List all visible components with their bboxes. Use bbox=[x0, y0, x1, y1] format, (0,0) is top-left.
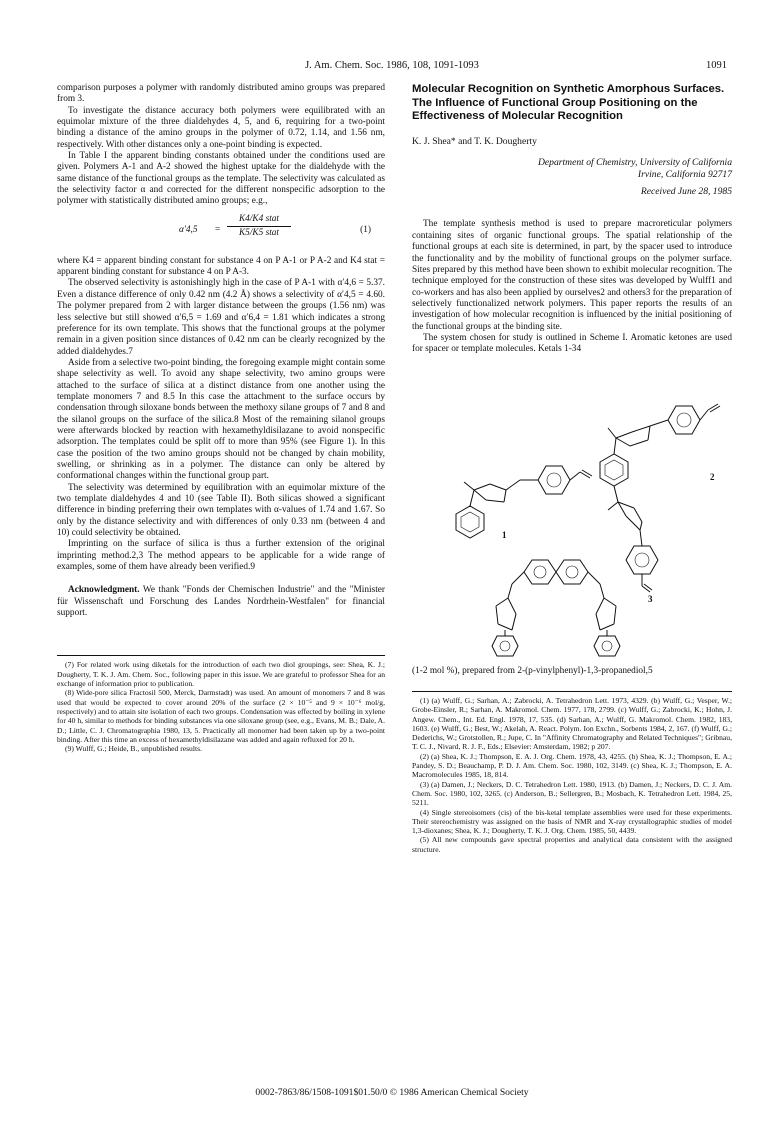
equation-number: (1) bbox=[360, 224, 371, 235]
affiliation-line-1: Department of Chemistry, University of California bbox=[538, 157, 732, 169]
paragraph: In Table I the apparent binding constants obtained under the conditions used are given. Polymers A-1 and A-2 showed the highest uptake for the dialdehyde with the same distance of the functional groups as the template. The selectivity was calculated as the selectivity factor α and corrected for the different nonspecific adsorption to the polymer with statistically distributed amino groups; e.g., bbox=[57, 151, 385, 207]
equation-lhs: α′4,5 bbox=[179, 224, 198, 235]
acknowledgment-title: Acknowledgment. bbox=[68, 585, 140, 596]
structure-2 bbox=[600, 404, 720, 592]
footnote-divider bbox=[57, 655, 385, 656]
running-header: J. Am. Chem. Soc. 1986, 108, 1091-1093 bbox=[305, 60, 479, 71]
footnotes bbox=[57, 660, 385, 753]
reference-2: (2) (a) Shea, K. J.; Thompson, E. A. J. Org. Chem. 1978, 43, 4255. (b) Shea, K. J.; Thompson, E. A.; Pandey, S. D.; Beauchamp, P. D. J. Am. Chem. Soc. 1980, 102, 3149. (c) Shea, K. J.; Thompson, E. A. Macromolecules 1985, 18, 814. bbox=[412, 751, 732, 780]
acknowledgment bbox=[57, 585, 385, 619]
scheme-structures bbox=[412, 362, 732, 662]
equation-equals: = bbox=[215, 224, 221, 235]
article-title: Molecular Recognition on Synthetic Amorphous Surfaces. The Influence of Functional Group Positioning on the Effectiveness of Molecular Recognition bbox=[412, 83, 725, 123]
equation-denominator: K5/K5 stat bbox=[238, 228, 280, 239]
structure-3 bbox=[492, 560, 620, 656]
footnote-7: (7) For related work using diketals for the introduction of each two diol groupings, see: Shea, K. J.; Dougherty, T. K. J. Am. Chem. Soc., following paper in this issue. We are grateful to professor Shea for an exchange of information prior to publication. bbox=[57, 660, 385, 689]
paragraph: To investigate the distance accuracy both polymers were equilibrated with an equimolar mixture of the three dialdehydes 4, 5, and 6, requiring for a two-point binding a distance of the amino groups in the polymer of 0.72, 1.14, and 1.56 nm, respectively. With other distances only a one-point binding is expected. bbox=[57, 105, 385, 150]
paragraph: where K4 = apparent binding constant for substance 4 on P A-1 or P A-2 and K4 stat = apparent binding constant for substance 4 on P A-3. bbox=[57, 255, 385, 278]
received-date: Received June 28, 1985 bbox=[640, 186, 732, 198]
chemical-structures-drawing bbox=[412, 362, 732, 662]
references bbox=[412, 696, 732, 854]
compound-label-2: 2 bbox=[710, 471, 715, 482]
equation-1 bbox=[57, 212, 385, 252]
paragraph: The observed selectivity is astonishingly high in the case of P A-1 with α′4,6 = 5.37. Even a distance difference of only 0.42 nm (4.2 Å) shows a selectivity of α′4,5 = 4.60. The polymer prepared from 2 with larger distance between the groups (1.56 nm) was less selective but still showed α′6,5 = 1.69 and α′6,4 = 1.81 which indicates a strong preference for its own template. This shows that the functional groups at the polymer remain in a given position since distances of 0.42 nm can be clearly recognized by the added dialdehydes.7 bbox=[57, 278, 385, 357]
equation-fraction bbox=[227, 214, 291, 240]
page-footer: 0002-7863/86/1508-1091$01.50/0 © 1986 American Chemical Society bbox=[255, 1087, 529, 1098]
reference-3: (3) (a) Damen, J.; Neckers, D. C. Tetrahedron Lett. 1980, 1913. (b) Damen, J.; Neckers, D. C. J. Am. Chem. Soc. 1980, 102, 3265. (c) Anderson, B.; Sellergren, B.; Mosbach, K. Tetrahedron Lett. 1984, 25, 5211. bbox=[412, 779, 732, 808]
left-column bbox=[57, 83, 385, 753]
paragraph: The template synthesis method is used to prepare macroreticular polymers containing sites of organic functional groups. The spatial relationship of the functional groups at each site is determined, in part, by the spacer used to introduce the functionality and by the mobility of functional groups on the polymer surface. Sites prepared by this method have been shown to exhibit molecular recognition. The technique employed for the construction of these sites was developed by Wulff1 and co-workers and has also been applied by ourselves2 and others3 for the preparation of selectively functionalized network polymers. This paper reports the results of an investigation of how molecular recognition is influenced by the initial positioning of the functional groups at the binding site. bbox=[412, 219, 732, 332]
footnote-8: (8) Wide-pore silica Fractosil 500, Merck, Darmstadt) was used. An amount of monomers 7 and 8 was used that would be expected to cover around 20% of the surface (2 × 10⁻⁵ and 9 × 10⁻⁶ mol/g, respectively) and to attain site isolation of each two groups. Condensation was effected by boiling in xylene for 40 h, similar to methods for binding substances via one siloxane group (see, e.g., Evans, M. B.; Dale, A. D.; Little, C. J. Chromatographia 1980, 13, 5. Practically all monomer had been taken up by a two-point binding. After this time an excess of hexamethyldisilazane was added and again refluxed for 20 h. bbox=[57, 688, 385, 744]
compound-label-3: 3 bbox=[648, 593, 653, 604]
structure-1 bbox=[456, 466, 592, 538]
article-authors: K. J. Shea* and T. K. Dougherty bbox=[412, 135, 537, 147]
affiliation-line-2: Irvine, California 92717 bbox=[637, 168, 732, 180]
paragraph: Imprinting on the surface of silica is thus a further extension of the original imprinting method.2,3 The method appears to be applicable for a wide range of examples, some of them have already been verified.9 bbox=[57, 539, 385, 573]
references-divider bbox=[412, 691, 732, 692]
paragraph: (1-2 mol %), prepared from 2-(p-vinylphenyl)-1,3-propanediol,5 bbox=[412, 665, 653, 676]
reference-5: (5) All new compounds gave spectral properties and analytical data consistent with the assigned structure. bbox=[412, 835, 732, 854]
paragraph: comparison purposes a polymer with randomly distributed amino groups was prepared from 3. bbox=[57, 83, 385, 105]
reference-1: (1) (a) Wulff, G.; Sarhan, A.; Zabrocki, A. Tetrahedron Lett. 1973, 4329. (b) Wulff, G.; Vesper, W.; Grobe-Einsler, R.; Sarhan, A. Makromol. Chem. 1977, 178, 2799. (c) Wulff, G.; Zabrocki, K.; Hohn, J. Angew. Chem., Int. Ed. Engl. 1978, 17, 535. (d) Sarhan, A.; Wulff, G. Makromol. Chem. 1982, 183, 1603. (e) Wulff, G.; Best, W.; Akelah, A. React. Polym. Ion Exchn., Sorbents 1984, 2, 167. (f) Wulff, G.; Dederichs, W.; Grotstollen, R.; Jupe, C. In "Affinity Chromatography and Related Techniques"; Gribnau, T. C. J., Nivard, R. J. F., Eds.; Elsevier: Amsterdam, 1982; p 207. bbox=[412, 695, 732, 752]
paragraph: Aside from a selective two-point binding, the foregoing example might contain some shape selectivity as well. To avoid any shape selectivity, two amino groups were attached to the surface of silica at a distinct distance from one another using the template monomers 7 and 8.5 In this case the attachment to the surface occurs by condensation through siloxane bonds between the methoxy silane groups of 7 and 8 and the silanol groups on the surface of the silica.8 Most of the remaining silanol groups were afterwards blocked by reaction with hexamethyldisilazane to avoid nonspecific adsorption. The templates could be split off to more than 95% (see Figure 1). In this case the position of the two amino groups should not be changed by chain mobility, swelling, or shrinking as in a polymer. The distance can only be altered by conformational changes within the functional group part. bbox=[57, 357, 385, 482]
page-number: 1091 bbox=[706, 60, 727, 71]
paragraph: The system chosen for study is outlined in Scheme I. Aromatic ketones are used for spacer or template molecules. Ketals 1-34 bbox=[412, 332, 732, 355]
paragraph: The selectivity was determined by equilibration with an equimolar mixture of the two template dialdehydes 4 and 10 (see Table II). Both silicas showed a significant difference in binding preferring their own templates with α-values of 1.74 and 1.67. So only by the distance selectivity and with differences of only 0.33 nm (between 4 and 10) could selectivity be obtained. bbox=[57, 482, 385, 539]
equation-numerator: K4/K4 stat bbox=[227, 214, 291, 227]
compound-label-1: 1 bbox=[502, 529, 507, 540]
right-column bbox=[412, 83, 732, 854]
reference-4: (4) Single stereoisomers (cis) of the bis-ketal template assemblies were used for these experiments. Their stereochemistry was assigned on the basis of NMR and X-ray crystallographic studies of model 1,3-dioxanes; Shea, K. J.; Dougherty, T. K. J. Org. Chem. 1985, 50, 4439. bbox=[412, 807, 732, 836]
acknowledgment-text: We thank "Fonds der Chemischen Industrie" and the "Minister für Wissenschaft und Forschung des Landes Nordrhein-Westfalen" for financial support. bbox=[57, 585, 386, 619]
footnote-9: (9) Wulff, G.; Heide, B., unpublished results. bbox=[65, 744, 202, 754]
